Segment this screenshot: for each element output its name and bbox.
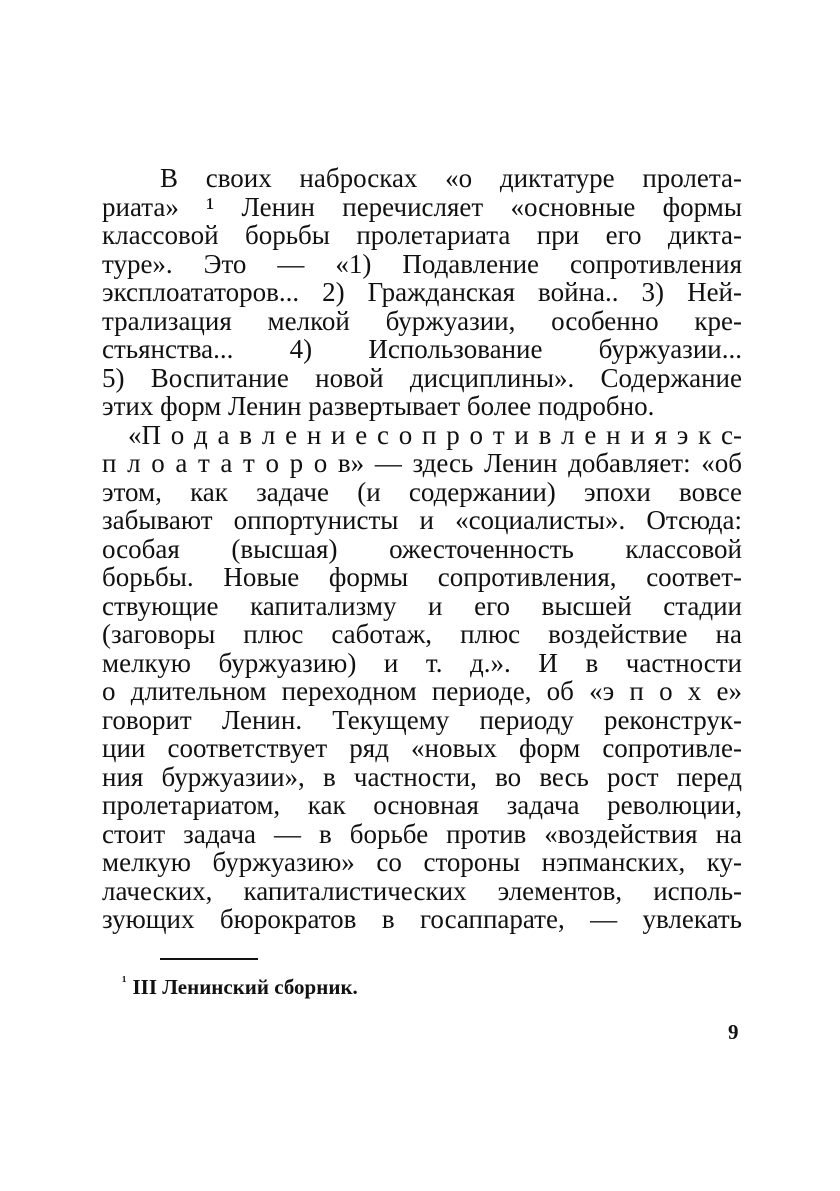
footnote-text: III Ленинский сборник. xyxy=(132,975,358,999)
body-text xyxy=(102,164,742,934)
text-line: (заговоры плюс саботаж, плюс воздействие на xyxy=(102,619,742,649)
paragraph-2 xyxy=(102,421,742,934)
text-line: особая (высшая) ожесточенность классовой xyxy=(102,533,742,564)
text-line: трализация мелкой буржуазии, особенно кре- xyxy=(102,305,742,336)
text-line: забывают оппортунисты и «социалисты». Отсюда: xyxy=(102,505,742,535)
text-line: туре». Это — «1) Подавление сопротивления xyxy=(102,248,742,279)
text-line: пролетариатом, как основная задача революции, xyxy=(102,790,742,820)
text-line: этих форм Ленин развертывает более подробно. xyxy=(102,391,655,421)
text-line: зующих бюрократов в госаппарате, — увлекать xyxy=(102,904,742,934)
text-line: п л о а т а т о р о в» — здесь Ленин добавляет: «об xyxy=(102,448,742,478)
text-line: риата» ¹ Ленин перечисляет «основные формы xyxy=(102,191,742,222)
text-line: мелкую буржуазию» со стороны нэпманских, ку- xyxy=(102,847,742,877)
text-line: 5) Воспитание новой дисциплины». Содержание xyxy=(102,362,742,393)
text-line: «П о д а в л е н и е с о п р о т и в л е н и я э к с- xyxy=(128,419,742,450)
footnote-separator xyxy=(160,958,258,960)
text-line: ции соответствует ряд «новых форм сопротивле- xyxy=(102,733,742,763)
text-line: стоит задача — в борьбе против «воздействия на xyxy=(102,818,742,849)
text-line: лаческих, капиталистических элементов, исполь- xyxy=(102,875,742,906)
text-line: В своих набросках «о диктатуре пролета- xyxy=(160,163,742,193)
text-line: борьбы. Новые формы сопротивления, соответ- xyxy=(102,562,742,592)
text-line: о длительном переходном периоде, об «э п о х е» xyxy=(102,676,742,706)
page-number: 9 xyxy=(728,1020,739,1044)
paragraph-1 xyxy=(102,164,742,421)
text-line: мелкую буржуазию) и т. д.». И в частности xyxy=(102,647,742,678)
text-line: эксплоататоров... 2) Гражданская война.. 3) Ней- xyxy=(102,277,742,307)
text-line: ствующие капитализму и его высшей стадии xyxy=(102,590,742,621)
footnote-mark: ¹ xyxy=(122,974,127,990)
text-line: классовой борьбы пролетариата при его дикта- xyxy=(102,220,742,250)
text-line: этом, как задаче (и содержании) эпохи вовсе xyxy=(102,476,742,507)
text-line: стьянства... 4) Использование буржуазии... xyxy=(102,334,742,364)
footnote xyxy=(122,974,358,1000)
text-line: говорит Ленин. Текущему периоду реконструк- xyxy=(102,704,742,735)
text-line: ния буржуазии», в частности, во весь рост перед xyxy=(102,761,742,792)
